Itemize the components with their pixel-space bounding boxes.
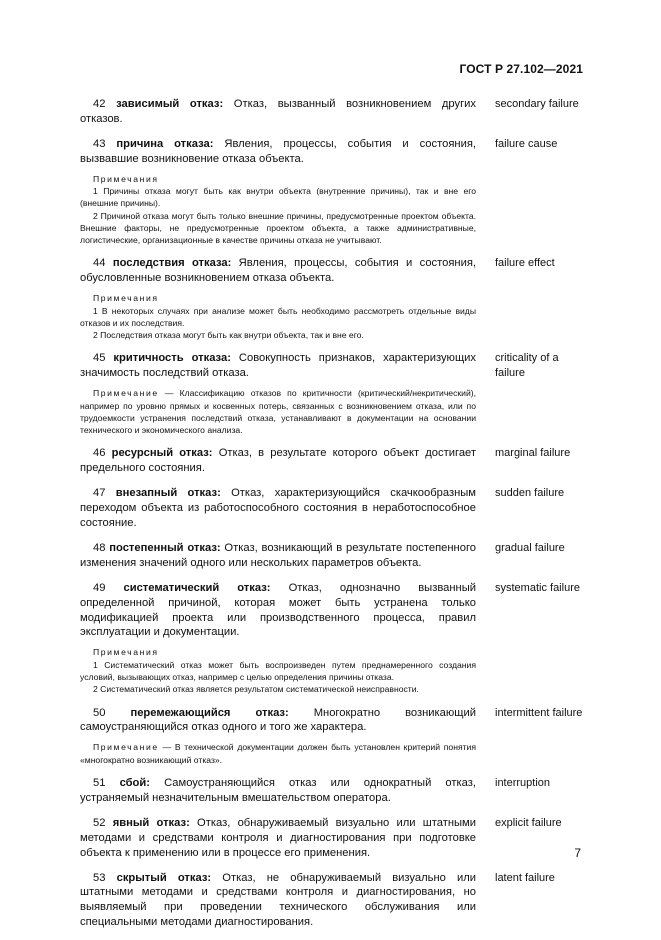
english-equivalent: secondary failure [495, 98, 579, 110]
term-number: 50 [93, 706, 106, 719]
term-number: 48 [93, 541, 106, 554]
term-entry-51 [80, 776, 585, 806]
term-entry-47 [80, 486, 585, 531]
term-name: постепенный отказ: [109, 541, 221, 554]
document-code: ГОСТ Р 27.102—2021 [459, 62, 583, 76]
definition-text: Самоустраняющийся отказ или однократный отказ, устраняемый незначительным вмешательством оператора. [80, 776, 476, 804]
english-equivalent: failure effect [495, 257, 555, 270]
term-name: критичность отказа: [113, 352, 231, 365]
notes-block [80, 173, 476, 247]
term-definition [80, 446, 476, 476]
note-item: 2 Последствия отказа могут быть как внутри объекта, так и вне его. [93, 330, 364, 341]
term-definition [80, 706, 476, 766]
terms-list [80, 97, 585, 940]
english-equivalent: marginal failure [495, 447, 571, 460]
term-number: 53 [93, 871, 106, 884]
term-name: зависимый отказ: [116, 98, 224, 110]
term-definition [80, 816, 476, 861]
english-equivalent: systematic failure [495, 581, 580, 594]
term-definition [80, 581, 476, 696]
term-definition [80, 97, 476, 127]
note-heading: Примечание [93, 742, 159, 753]
definition-text: Отказ, характеризующийся скачкообразным переходом объекта из работоспособного состояния в неработоспособное состояние. [80, 487, 476, 530]
term-entry-46 [80, 446, 585, 476]
term-name: причина отказа: [116, 137, 214, 150]
notes-block [80, 741, 476, 766]
definition-text: Явления, процессы, события и состояния, вызвавшие возникновение отказа объекта. [80, 137, 476, 165]
term-entry-53 [80, 871, 585, 931]
definition-text: Многократно возникающий самоустраняющийся отказ одного и того же характера. [80, 706, 476, 734]
term-name: явный отказ: [112, 816, 190, 829]
term-number: 51 [93, 776, 106, 789]
notes-block [80, 646, 476, 695]
note-heading: Примечание [93, 388, 159, 399]
definition-text: Отказ, возникающий в результате постепенного изменения значений одного или нескольких параметров объекта. [80, 541, 477, 569]
term-name: последствия отказа: [112, 257, 232, 270]
term-definition [80, 776, 476, 806]
term-entry-42 [80, 97, 585, 127]
term-name: сбой: [119, 776, 150, 789]
english-equivalent: failure cause [495, 137, 558, 150]
term-number: 44 [93, 257, 106, 270]
term-number: 43 [93, 137, 106, 150]
definition-text: Отказ, обнаруживаемый визуально или штатными методами и средствами контроля и диагностирования при подготовке объекта к применению или в процессе его применения. [80, 816, 476, 859]
term-entry-50 [80, 706, 585, 766]
term-entry-52 [80, 816, 585, 861]
term-name: перемежающийся отказ: [130, 706, 289, 719]
term-definition [80, 871, 476, 931]
english-equivalent: criticality of a failure [495, 352, 559, 380]
term-name: ресурсный отказ: [111, 447, 213, 460]
note-item: 2 Причиной отказа могут быть только внешние причины, предусмотренные проектом объекта. Внешние факторы, не предусмотренные проектом объекта, а также административные, логистические, организационные в качестве причины отказа не учитывают. [80, 210, 476, 246]
term-number: 49 [93, 581, 106, 594]
notes-heading: Примечания [93, 293, 159, 304]
notes-heading: Примечания [93, 173, 159, 184]
note-text: — Классификацию отказов по критичности (критический/некритический), например по уровню прямых и косвенных потерь, связанных с возникновением отказа, или по трудоемкости устранения последствий отказа, устанавливают в документации на основании технического и экономического анализа. [80, 388, 476, 436]
english-equivalent: gradual failure [495, 541, 565, 554]
term-name: систематический отказ: [123, 581, 271, 594]
term-entry-44 [80, 256, 585, 341]
english-equivalent: latent failure [495, 871, 555, 884]
notes-block [80, 292, 476, 341]
term-number: 42 [93, 98, 106, 110]
term-definition [80, 256, 476, 341]
note-item: 1 Причины отказа могут быть как внутри объекта (внутренние причины), так и вне его (внешние причины). [80, 185, 476, 209]
definition-text: Совокупность признаков, характеризующих значимость последствий отказа. [80, 352, 477, 380]
note-item: 2 Систематический отказ является результатом систематической неисправности. [93, 684, 419, 695]
term-definition [80, 137, 476, 247]
definition-text: Отказ, не обнаруживаемый визуально или штатными методами и средствами контроля и диагностирования, но выявляемый при проведении технического обслуживания или специальными методами диагностирования. [80, 871, 477, 929]
english-equivalent: sudden failure [495, 487, 565, 500]
term-number: 46 [93, 447, 106, 460]
term-entry-45 [80, 351, 585, 436]
english-equivalent: explicit failure [495, 816, 562, 829]
term-entry-48 [80, 541, 585, 571]
term-number: 47 [93, 487, 106, 500]
term-name: внезапный отказ: [115, 487, 221, 500]
note-text: — В технической документации должен быть установлен критерий понятия «многократно возникающий отказ». [80, 742, 476, 765]
term-entry-49 [80, 581, 585, 696]
notes-heading: Примечания [93, 647, 159, 658]
definition-text: Отказ, в результате которого объект достигает предельного состояния. [80, 447, 477, 475]
term-entry-43 [80, 137, 585, 247]
term-number: 45 [93, 352, 106, 365]
term-definition [80, 351, 476, 436]
term-name: скрытый отказ: [116, 871, 212, 884]
term-definition [80, 486, 476, 531]
notes-block [80, 387, 476, 436]
term-number: 52 [93, 816, 106, 829]
definition-text: Явления, процессы, события и состояния, обусловленные возникновением отказа объекта. [80, 257, 477, 285]
note-item: 1 Систематический отказ может быть воспроизведен путем преднамеренного создания условий, вызывающих отказ, например с целью определения причины отказа. [80, 659, 476, 682]
term-definition [80, 541, 476, 571]
definition-text: Отказ, однозначно вызванный определенной причиной, которая может быть устранена только модификацией проекта или производственного процесса, правил эксплуатации и документации. [80, 581, 477, 639]
page-number: 7 [574, 846, 581, 860]
definition-text: Отказ, вызванный возникновением других отказов. [80, 98, 477, 125]
note-item: 1 В некоторых случаях при анализе может быть необходимо рассмотреть отдельные виды отказов и их последствия. [80, 305, 476, 328]
english-equivalent: interruption [495, 776, 551, 789]
english-equivalent: intermittent failure [495, 706, 583, 719]
